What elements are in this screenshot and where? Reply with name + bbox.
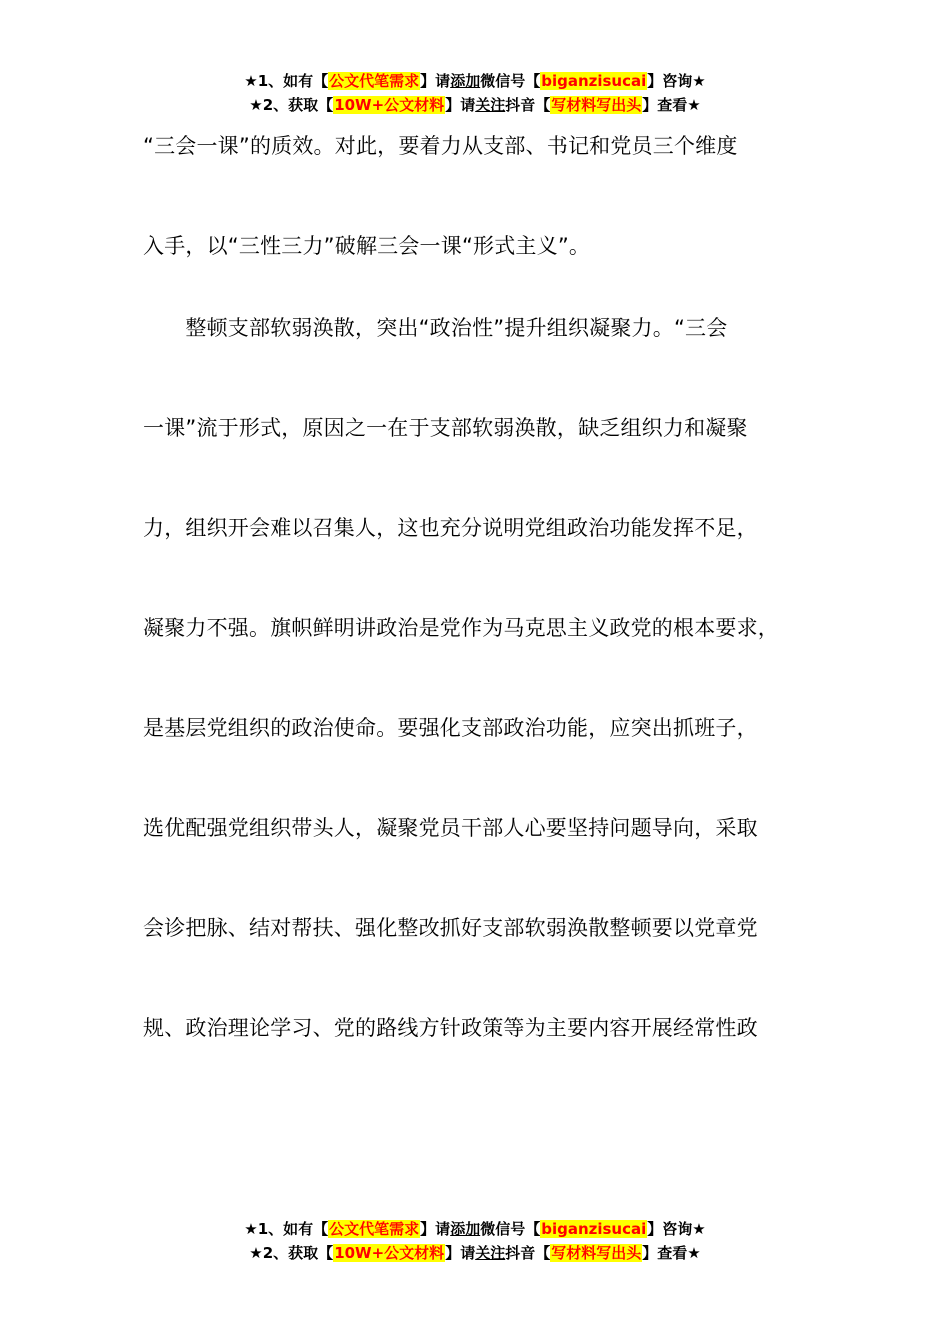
- highlight-douyin: 写材料写出头: [551, 96, 642, 114]
- banner-line-2: [0, 93, 950, 117]
- document-body: [143, 126, 823, 1108]
- banner-text: ★1、如有【: [244, 72, 329, 90]
- header-banner: [0, 69, 950, 117]
- banner-text: 抖音【: [505, 96, 551, 114]
- banner-text: 】查看★: [642, 1244, 701, 1262]
- body-line: “三会一课”的质效。对此，要着力从支部、书记和党员三个维度: [143, 134, 738, 158]
- banner-text: 】咨询★: [647, 1220, 706, 1238]
- banner-text: 】查看★: [642, 96, 701, 114]
- body-line: 凝聚力不强。旗帜鲜明讲政治是党作为马克思主义政党的根本要求，: [143, 616, 779, 640]
- banner-line-1: [0, 1217, 950, 1241]
- banner-text: 】请: [420, 72, 451, 90]
- banner-line-2: [0, 1241, 950, 1265]
- body-line: 选优配强党组织带头人，凝聚党员干部人心要坚持问题导向，采取: [143, 816, 758, 840]
- body-line: 入手，以“三性三力”破解三会一课“形式主义”。: [143, 234, 591, 258]
- banner-text: ★2、获取【: [249, 96, 334, 114]
- underline-follow: 关注: [475, 1244, 506, 1262]
- highlight-douyin: 写材料写出头: [551, 1244, 642, 1262]
- banner-text: 】咨询★: [647, 72, 706, 90]
- body-line: 力，组织开会难以召集人，这也充分说明党组政治功能发挥不足，: [143, 516, 758, 540]
- body-line: 一课”流于形式，原因之一在于支部软弱涣散，缺乏组织力和凝聚: [143, 416, 748, 440]
- banner-text: ★1、如有【: [244, 1220, 329, 1238]
- highlight-service: 公文代笔需求: [329, 72, 420, 90]
- highlight-materials: 10W+公文材料: [334, 1244, 445, 1262]
- banner-text: 抖音【: [505, 1244, 551, 1262]
- underline-follow: 关注: [475, 96, 506, 114]
- banner-text: 】请: [420, 1220, 451, 1238]
- highlight-materials: 10W+公文材料: [334, 96, 445, 114]
- banner-line-1: [0, 69, 950, 93]
- banner-text: 微信号【: [480, 72, 541, 90]
- highlight-wechat-id: biganzisucai: [541, 1220, 647, 1238]
- body-line: 是基层党组织的政治使命。要强化支部政治功能，应突出抓班子，: [143, 716, 758, 740]
- underline-add: 添加: [450, 1220, 481, 1238]
- banner-text: 】请: [445, 1244, 476, 1262]
- footer-banner: [0, 1217, 950, 1265]
- body-line: 整顿支部软弱涣散，突出“政治性”提升组织凝聚力。“三会: [143, 316, 728, 340]
- underline-add: 添加: [450, 72, 481, 90]
- banner-text: 】请: [445, 96, 476, 114]
- body-line: 规、政治理论学习、党的路线方针政策等为主要内容开展经常性政: [143, 1016, 758, 1040]
- body-line: 会诊把脉、结对帮扶、强化整改抓好支部软弱涣散整顿要以党章党: [143, 916, 758, 940]
- highlight-service: 公文代笔需求: [329, 1220, 420, 1238]
- banner-text: ★2、获取【: [249, 1244, 334, 1262]
- banner-text: 微信号【: [480, 1220, 541, 1238]
- highlight-wechat-id: biganzisucai: [541, 72, 647, 90]
